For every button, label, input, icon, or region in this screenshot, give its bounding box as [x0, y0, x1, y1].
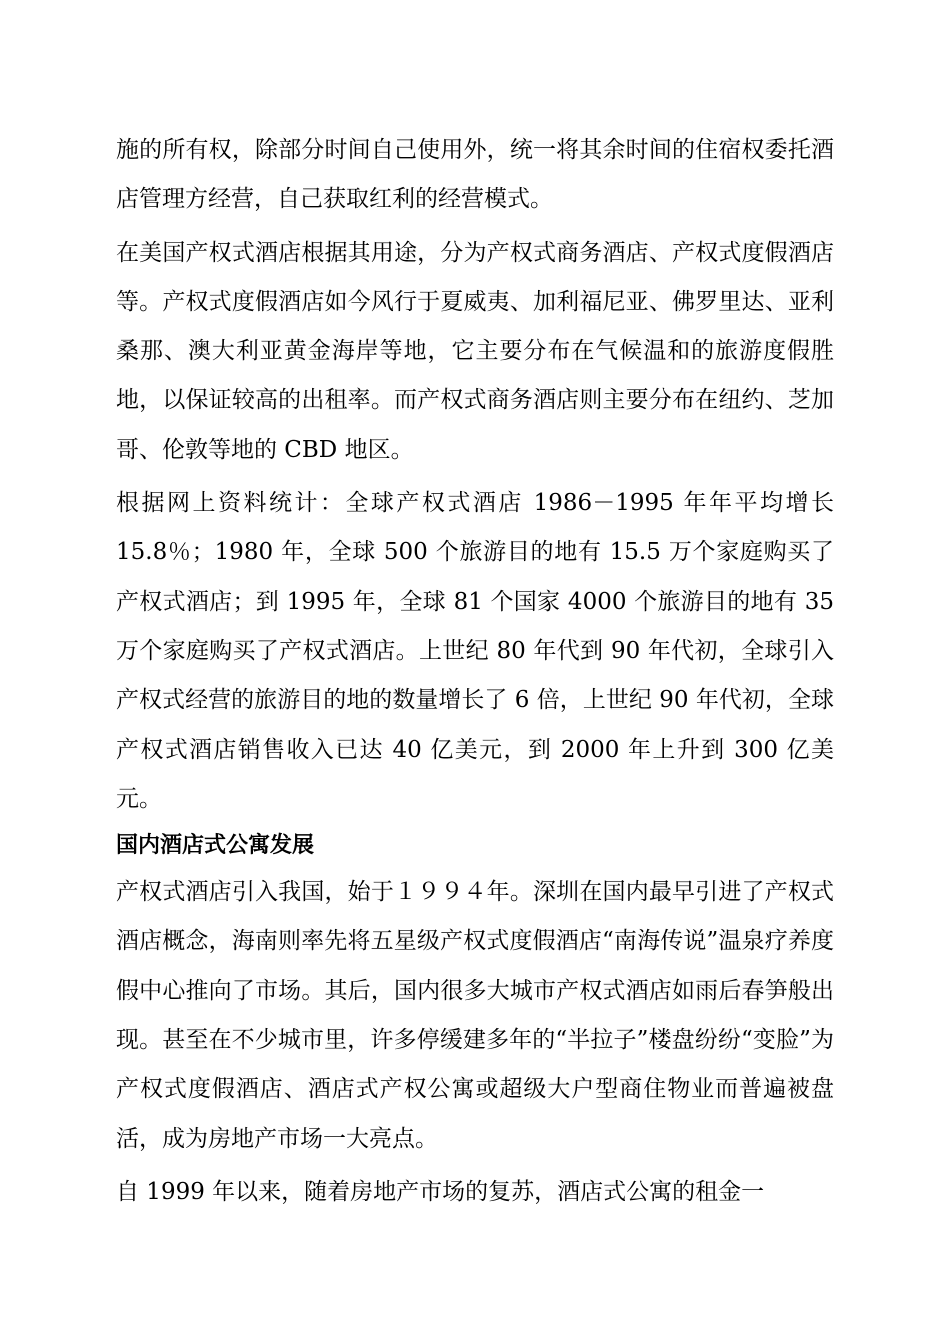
section-heading: 国内酒店式公寓发展: [116, 833, 315, 859]
paragraph-ownership-model: 施的所有权，除部分时间自己使用外，统一将其余时间的住宿权委托酒店管理方经营，自己获取红利的经营模式。: [116, 137, 834, 213]
paragraph-domestic-introduction: 产权式酒店引入我国，始于１９９４年。深圳在国内最早引进了产权式酒店概念，海南则率先将五星级产权式度假酒店“南海传说”温泉疗养度假中心推向了市场。其后，国内很多大城市产权式酒店如雨后春笋般出现。甚至在不少城市里，许多停缓建多年的“半拉子”楼盘纷纷“变脸”为产权式度假酒店、酒店式产权公寓或超级大户型商住物业而普遍被盘活，成为房地产市场一大亮点。: [116, 879, 834, 1152]
paragraph-global-statistics: 根据网上资料统计：全球产权式酒店 1986－1995 年年平均增长 15.8％；1980 年，全球 500 个旅游目的地有 15.5 万个家庭购买了产权式酒店；到 1995 年，全球 81 个国家 4000 个旅游目的地有 35 万个家庭购买了产权式酒店。上世纪 80 年代到 90 年代初，全球引入产权式经营的旅游目的地的数量增长了 6 倍，上世纪 90 年代初，全球产权式酒店销售收入已达 40 亿美元，到 2000 年上升到 300 亿美元。: [116, 490, 834, 812]
paragraph-since-1999: 自 1999 年以来，随着房地产市场的复苏，酒店式公寓的租金一: [116, 1178, 765, 1205]
paragraph-us-condo-hotels: 在美国产权式酒店根据其用途，分为产权式商务酒店、产权式度假酒店等。产权式度假酒店如今风行于夏威夷、加利福尼亚、佛罗里达、亚利桑那、澳大利亚黄金海岸等地，它主要分布在气候温和的旅游度假胜地，以保证较高的出租率。而产权式商务酒店则主要分布在纽约、芝加哥、伦敦等地的 CBD 地区。: [116, 239, 834, 463]
document-body: [116, 126, 834, 1217]
